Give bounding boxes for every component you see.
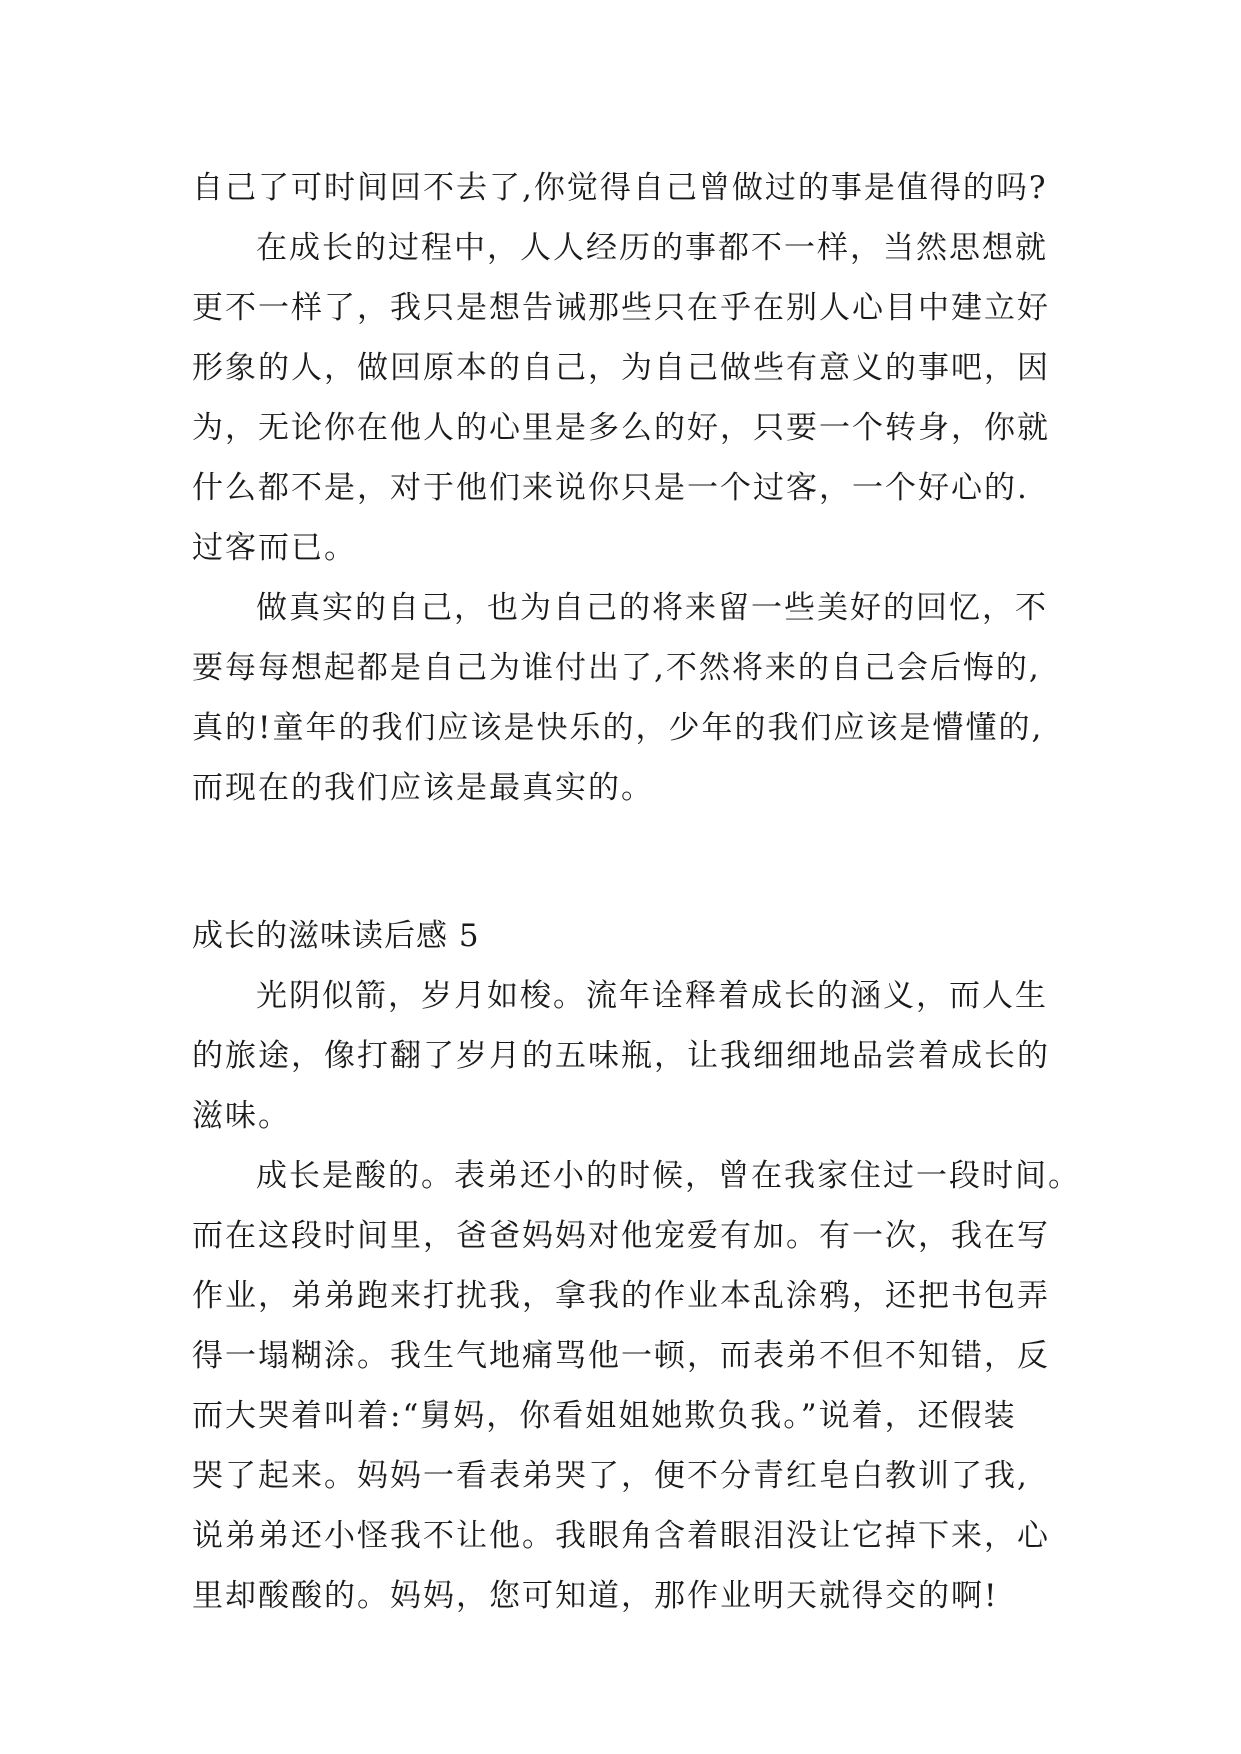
text-line: 什么都不是，对于他们来说你只是一个过客，一个好心的. xyxy=(192,470,1029,506)
section-spacer xyxy=(192,818,1072,906)
paragraph-continuation xyxy=(192,158,1072,218)
paragraph xyxy=(192,218,1072,578)
text-line: 在成长的过程中，人人经历的事都不一样，当然思想就 xyxy=(256,230,1048,266)
text-line: 作业，弟弟跑来打扰我，拿我的作业本乱涂鸦，还把书包弄 xyxy=(192,1278,1050,1314)
paragraph xyxy=(192,1146,1081,1626)
text-line: 更不一样了，我只是想告诫那些只在乎在别人心目中建立好 xyxy=(192,290,1050,326)
paragraph xyxy=(192,966,1072,1146)
text-line: 滋味。 xyxy=(192,1098,291,1134)
text-line: 成长是酸的。表弟还小的时候，曾在我家住过一段时间。 xyxy=(256,1158,1081,1194)
text-line: 真的!童年的我们应该是快乐的，少年的我们应该是懵懂的, xyxy=(192,710,1044,746)
text-line: 得一塌糊涂。我生气地痛骂他一顿，而表弟不但不知错，反 xyxy=(192,1338,1050,1374)
paragraph xyxy=(192,578,1072,818)
text-line: 做真实的自己，也为自己的将来留一些美好的回忆，不 xyxy=(256,590,1048,626)
text-line: 的旅途，像打翻了岁月的五味瓶，让我细细地品尝着成长的 xyxy=(192,1038,1050,1074)
text-line: 形象的人，做回原本的自己，为自己做些有意义的事吧，因 xyxy=(192,350,1050,386)
text-line: 哭了起来。妈妈一看表弟哭了，便不分青红皂白教训了我, xyxy=(192,1458,1029,1494)
text-line: 自己了可时间回不去了,你觉得自己曾做过的事是值得的吗? xyxy=(192,170,1048,206)
section-heading: 成长的滋味读后感 5 xyxy=(192,918,480,954)
text-line: 而现在的我们应该是最真实的。 xyxy=(192,770,654,806)
text-line: 而在这段时间里，爸爸妈妈对他宠爱有加。有一次，我在写 xyxy=(192,1218,1050,1254)
text-line: 光阴似箭，岁月如梭。流年诠释着成长的涵义，而人生 xyxy=(256,978,1048,1014)
text-line: 过客而已。 xyxy=(192,530,357,566)
text-line: 说弟弟还小怪我不让他。我眼角含着眼泪没让它掉下来，心 xyxy=(192,1518,1050,1554)
document-body xyxy=(192,158,1081,1626)
text-line: 为，无论你在他人的心里是多么的好，只要一个转身，你就 xyxy=(192,410,1050,446)
text-line: 里却酸酸的。妈妈，您可知道，那作业明天就得交的啊! xyxy=(192,1578,999,1614)
text-line: 而大哭着叫着:“舅妈，你看姐姐她欺负我。”说着，还假装 xyxy=(192,1398,1017,1434)
text-line: 要每每想起都是自己为谁付出了,不然将来的自己会后悔的, xyxy=(192,650,1041,686)
